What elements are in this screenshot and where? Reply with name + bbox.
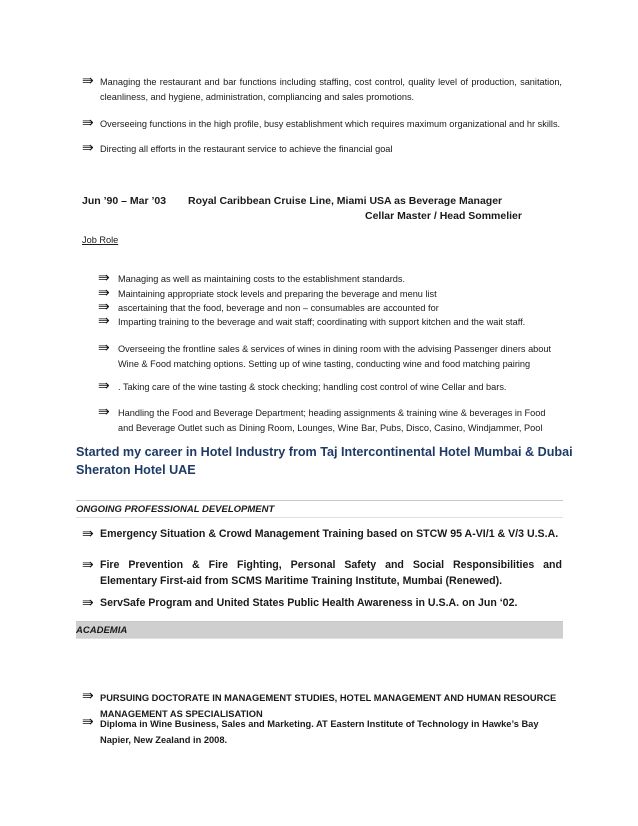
list-item — [82, 142, 562, 157]
bullet-text: PURSUING DOCTORATE IN MANAGEMENT STUDIES, HOTEL MANAGEMENT AND HUMAN RESOURCE MANAGEMENT AS SPECIALISATION — [100, 693, 557, 719]
job-period: Jun ’90 – Mar ’03 — [82, 195, 167, 207]
list-item — [82, 716, 562, 748]
list-item — [82, 596, 562, 612]
arrow-bullet-icon: ⇛ — [82, 526, 94, 542]
list-item — [98, 301, 560, 316]
list-item — [98, 380, 560, 395]
list-item — [82, 75, 562, 104]
bullet-text: . Taking care of the wine tasting & stock checking; handling cost control of wine Cellar and bars. — [118, 382, 507, 392]
bullet-text: Handling the Food and Beverage Department; heading assignments & training wine & beverages in Food and Beverage Outlet such as Dining Room, Lounges, Wine Bar, Pubs, Disco, Casino, Windjammer, Pool — [118, 408, 546, 433]
list-item — [98, 342, 560, 371]
list-item — [98, 406, 560, 435]
section-heading-academia — [76, 621, 563, 639]
arrow-bullet-icon: ⇛ — [82, 140, 94, 156]
bullet-text: Managing as well as maintaining costs to the establishment standards. — [118, 274, 406, 284]
list-item — [82, 558, 562, 589]
arrow-bullet-icon: ⇛ — [82, 595, 94, 611]
bullet-text: ascertaining that the food, beverage and non – consumables are accounted for — [118, 303, 439, 313]
arrow-bullet-icon: ⇛ — [98, 299, 110, 315]
section-heading-label: ACADEMIA — [76, 622, 563, 638]
bullet-text: Maintaining appropriate stock levels and preparing the beverage and menu list — [118, 289, 437, 299]
job-role-label: Job Role — [82, 235, 119, 245]
arrow-bullet-icon: ⇛ — [98, 404, 110, 420]
list-item — [82, 117, 562, 132]
career-start-heading: Started my career in Hotel Industry from Taj Intercontinental Hotel Mumbai & Dubai Sheraton Hotel UAE — [76, 445, 573, 477]
arrow-bullet-icon: ⇛ — [98, 378, 110, 394]
bullet-text: ServSafe Program and United States Public Health Awareness in U.S.A. on Jun ‘02. — [100, 597, 518, 609]
divider — [76, 517, 563, 518]
arrow-bullet-icon: ⇛ — [82, 688, 94, 704]
job-title-secondary: Cellar Master / Head Sommelier — [365, 210, 522, 222]
arrow-bullet-icon: ⇛ — [82, 557, 94, 573]
arrow-bullet-icon: ⇛ — [82, 714, 94, 730]
list-item — [98, 272, 560, 287]
arrow-bullet-icon: ⇛ — [82, 73, 94, 89]
bullet-text: Overseeing the frontline sales & services of wines in dining room with the advising Passenger diners about Wine & Food matching options. Setting up of wine tasting, conducting wine and food matching pairing — [118, 344, 552, 369]
bullet-text: Fire Prevention & Fire Fighting, Personal Safety and Social Responsibilities and Elementary First-aid from SCMS Maritime Training Institute, Mumbai (Renewed). — [100, 559, 562, 587]
list-item — [82, 527, 562, 543]
bullet-text: Directing all efforts in the restaurant service to achieve the financial goal — [100, 144, 393, 154]
arrow-bullet-icon: ⇛ — [98, 270, 110, 286]
arrow-bullet-icon: ⇛ — [98, 285, 110, 301]
bullet-text: Overseeing functions in the high profile, busy establishment which requires maximum organizational and hr skills. — [100, 119, 561, 129]
section-heading-development — [76, 500, 563, 518]
arrow-bullet-icon: ⇛ — [82, 115, 94, 131]
bullet-text: Imparting training to the beverage and wait staff; coordinating with support kitchen and the wait staff. — [118, 317, 526, 327]
job-employer: Royal Caribbean Cruise Line, Miami USA as Beverage Manager — [188, 195, 503, 207]
list-item — [98, 287, 560, 302]
bullet-text: Emergency Situation & Crowd Management Training based on STCW 95 A-VI/1 & V/3 U.S.A. — [100, 528, 559, 540]
arrow-bullet-icon: ⇛ — [98, 340, 110, 356]
list-item — [98, 315, 560, 330]
section-heading-label: ONGOING PROFESSIONAL DEVELOPMENT — [76, 504, 275, 515]
bullet-text: Managing the restaurant and bar functions including staffing, cost control, quality level of production, sanitation, cleanliness, and hygiene, administration, compliancing and sales promotions. — [100, 77, 562, 102]
divider — [76, 638, 563, 639]
bullet-text: Diploma in Wine Business, Sales and Marketing. AT Eastern Institute of Technology in Hawke’s Bay Napier, New Zealand in 2008. — [100, 719, 539, 745]
arrow-bullet-icon: ⇛ — [98, 313, 110, 329]
